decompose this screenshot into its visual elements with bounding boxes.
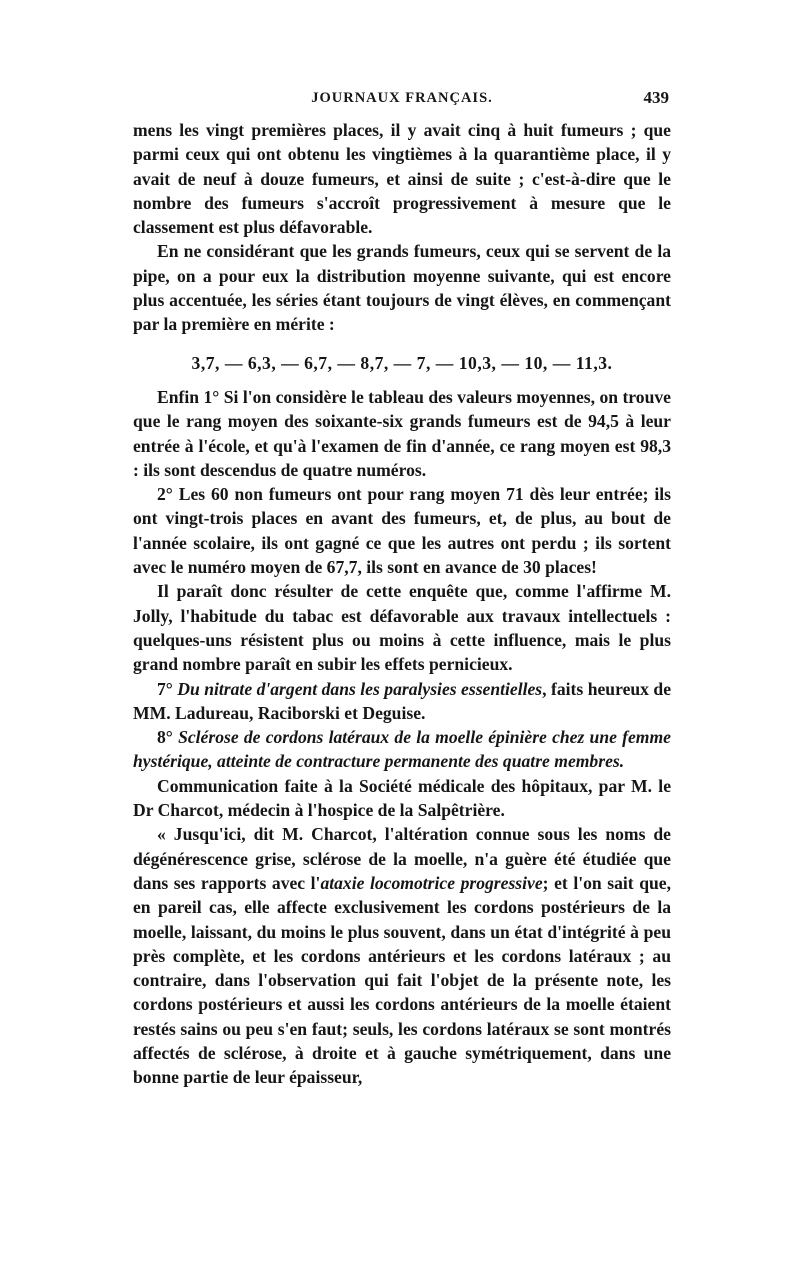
quote-italic: ataxie locomotrice progressive [320, 872, 543, 893]
paragraph-continuation: mens les vingt premières places, il y avait cinq à huit fumeurs ; que parmi ceux qui ont obtenu les vingtièmes à la quarantième place, il y avait de neuf à douze fumeurs, et ainsi de suite ; c'est-à-dire que le nombre des fumeurs s'accroît progressivement à mesure que le classement est plus défavorable. [133, 120, 671, 238]
item-8-number: 8° [157, 727, 173, 748]
page-body [133, 118, 671, 1090]
document-page [133, 88, 671, 1090]
paragraph-communication: Communication faite à la Société médicale des hôpitaux, par M. le Dr Charcot, médecin à l'hospice de la Salpêtrière. [133, 775, 671, 821]
paragraph-conclusion: Il paraît donc résulter de cette enquête que, comme l'affirme M. Jolly, l'habitude du tabac est défavorable aux travaux intellectuels : quelques-uns résistent plus ou moins à cette influence, mais le plus grand nombre paraît en subir les effets pernicieux. [133, 581, 671, 675]
item-7-title: Du nitrate d'argent dans les paralysies essentielles [177, 678, 543, 699]
running-title: JOURNAUX FRANÇAIS. [311, 90, 493, 106]
quote-start: « Jusqu'ici, dit M. Charcot, l'altération connue sous les noms de dégénérescence grise, sclérose de la moelle, n'a guère été étudiée que dans ses rapports avec l' [133, 824, 671, 893]
page-number: 439 [643, 88, 669, 107]
item-7-number: 7° [157, 678, 173, 699]
item-7-rest: , faits heureux de MM. Ladureau, Raciborski et Deguise. [133, 678, 672, 723]
paragraph-enfin: Enfin 1° Si l'on considère le tableau des valeurs moyennes, on trouve que le rang moyen des soixante-six grands fumeurs est de 94,5 à leur entrée à l'école, et qu'à l'examen de fin d'année, ce rang moyen est 98,3 : ils sont descendus de quatre numéros. [133, 386, 671, 480]
paragraph-item-8 [133, 725, 671, 774]
paragraph-charcot-quote [133, 822, 671, 1089]
quote-rest: ; et l'on sait que, en pareil cas, elle affecte exclusivement les cordons postérieurs de la moelle, laissant, du moins le plus souvent, dans un état d'intégrité à peu près complète, et les cordons antérieurs et les cordons latéraux ; au contraire, dans l'observation qui fait l'objet de la présente note, les cordons postérieurs et aussi les cordons antérieurs de la moelle étaient restés sains ou peu s'en faut; seuls, les cordons latéraux se sont montrés affectés de sclérose, à droite et à gauche symétriquement, dans une bonne partie de leur épaisseur, [133, 872, 671, 1088]
item-8-title: Sclérose de cordons latéraux de la moelle épinière chez une femme hystérique, atteinte de contracture permanente des quatre membres. [133, 727, 671, 772]
page-header [133, 88, 671, 118]
paragraph-grands-fumeurs: En ne considérant que les grands fumeurs, ceux qui se servent de la pipe, on a pour eux la distribution moyenne suivante, qui est encore plus accentuée, les séries étant toujours de vingt élèves, en commençant par la première en mérite : [133, 241, 671, 335]
paragraph-item-7 [133, 677, 671, 726]
distribution-series: 3,7, — 6,3, — 6,7, — 8,7, — 7, — 10,3, — 10, — 11,3. [191, 352, 613, 373]
paragraph-non-fumeurs: 2° Les 60 non fumeurs ont pour rang moyen 71 dès leur entrée; ils ont vingt-trois places en avant des fumeurs, et, de plus, au bout de l'année scolaire, ils ont gagné ce que les autres ont perdu ; ils sortent avec le numéro moyen de 67,7, ils sont en avance de 30 places! [133, 484, 671, 578]
